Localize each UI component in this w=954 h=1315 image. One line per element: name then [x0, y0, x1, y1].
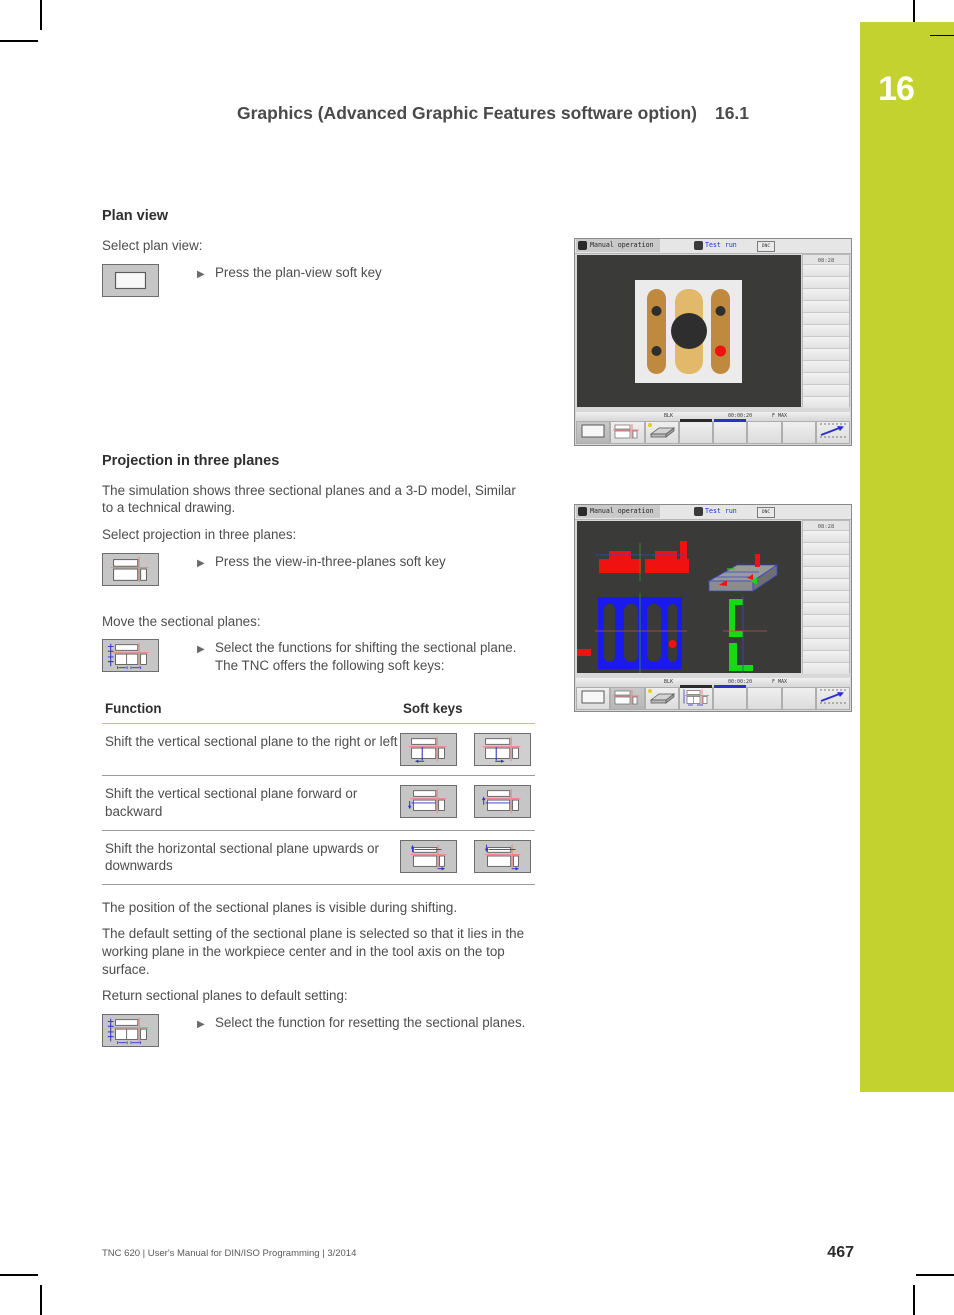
reset-sectional-planes-soft-key[interactable]: [102, 1014, 159, 1047]
view-in-three-planes-soft-key[interactable]: [102, 553, 159, 586]
tnc-softkey-next-row[interactable]: [816, 687, 850, 710]
status-slot: [803, 372, 849, 384]
tnc-mode-test-run[interactable]: [692, 505, 743, 518]
shift-vertical-plane-left-soft-key[interactable]: [400, 733, 457, 766]
status-slot: [803, 360, 849, 372]
machine-icon: [578, 241, 587, 250]
tnc-softkey-empty-4[interactable]: [782, 687, 816, 710]
dnc-status-box: DNC: [757, 507, 775, 518]
status-dot-icon: [648, 423, 652, 427]
plan-view-icon: [578, 423, 608, 443]
table-row: [102, 776, 535, 830]
softkey-cell: [400, 776, 535, 830]
tnc-softkey-empty-4[interactable]: [782, 421, 816, 444]
reset-step-text: Select the function for resetting the sectional planes.: [215, 1014, 526, 1030]
test-run-icon: [694, 507, 703, 516]
three-planes-simulation: [577, 521, 801, 673]
function-cell: Shift the horizontal sectional plane upwards or downwards: [102, 830, 400, 884]
plan-view-step-text: Press the plan-view soft key: [215, 264, 382, 280]
three-planes-key-cell: [102, 553, 197, 586]
status-slot: [803, 554, 849, 566]
tnc-softkey-three-planes[interactable]: [610, 421, 644, 444]
chapter-number: 16: [878, 70, 914, 108]
status-slot: [803, 530, 849, 542]
tnc-softkey-empty-2[interactable]: [713, 421, 747, 444]
content-column: [102, 0, 542, 1047]
note-position-visible: The position of the sectional planes is visible during shifting.: [102, 899, 458, 915]
step-arrow-icon: ▶: [197, 1018, 205, 1030]
chapter-tab-rule: [930, 35, 954, 36]
three-planes-heading: Projection in three planes: [102, 452, 280, 469]
three-planes-intro: Select projection in three planes:: [102, 527, 297, 543]
note-default-setting: The default setting of the sectional plane is selected so that it lies in the working plane in the workpiece center and in the tool axis on the top surface.: [102, 926, 525, 977]
status-slot: [803, 602, 849, 614]
move-planes-intro: Move the sectional planes:: [102, 613, 261, 629]
tnc-mode-manual-operation[interactable]: [576, 505, 660, 518]
status-slot: [803, 336, 849, 348]
plan-view-key-cell: [102, 264, 197, 297]
status-slot: [803, 264, 849, 276]
status-slot: [803, 300, 849, 312]
shift-horizontal-plane-down-soft-key[interactable]: [474, 840, 531, 873]
step-arrow-icon: ▶: [197, 557, 205, 569]
three-planes-paragraph: The simulation shows three sectional planes and a 3-D model, Similar to a technical drawing.: [102, 482, 516, 516]
status-slot: [803, 348, 849, 360]
table-header-row: [102, 701, 535, 724]
tnc-status-bar: [576, 678, 850, 687]
dnc-status-box: DNC: [757, 241, 775, 252]
tnc-softkey-next-row[interactable]: [816, 421, 850, 444]
tnc-softkey-empty-3[interactable]: [747, 421, 781, 444]
status-dot-icon: [648, 689, 652, 693]
function-cell: Shift the vertical sectional plane forward or backward: [102, 776, 400, 830]
move-sectional-planes-icon: [681, 688, 711, 709]
tnc-clock: 08:28: [817, 258, 835, 264]
crop-mark-top-left-h: [0, 40, 38, 42]
crop-mark-bottom-right-v: [913, 1285, 915, 1315]
plan-view-step: [102, 264, 542, 297]
status-slot: [803, 384, 849, 396]
tnc-softkey-empty-3[interactable]: [747, 687, 781, 710]
plan-view-simulation: [577, 255, 801, 407]
arrow-right-up-icon: [818, 423, 848, 443]
three-planes-step: [102, 553, 542, 586]
three-planes-step-text: Press the view-in-three-planes soft key: [215, 553, 446, 569]
softkey-cell: [400, 724, 535, 776]
move-sectional-planes-soft-key[interactable]: [102, 639, 159, 672]
move-planes-step: [102, 639, 542, 674]
tnc-softkey-3d-view[interactable]: [645, 687, 679, 710]
step-arrow-icon: ▶: [197, 268, 205, 280]
softkey-cell: [400, 830, 535, 884]
function-cell: Shift the vertical sectional plane to the right or left: [102, 724, 400, 776]
crop-mark-bottom-right-h: [916, 1274, 954, 1276]
crop-mark-bottom-left-h: [0, 1274, 38, 1276]
arrow-right-up-icon: [818, 689, 848, 709]
column-header-softkeys: Soft keys: [400, 701, 535, 724]
bar-dark: [680, 419, 712, 422]
three-planes-icon: [612, 689, 642, 709]
chapter-tab: [860, 22, 954, 1092]
table-row: [102, 830, 535, 884]
plan-view-icon: [578, 689, 608, 709]
move-planes-step-text: Select the functions for shifting the sectional plane. The TNC offers the following soft keys:: [215, 640, 517, 673]
shift-vertical-plane-backward-soft-key[interactable]: [474, 785, 531, 818]
status-blank-label: BLK: [664, 679, 674, 685]
tnc-softkey-empty-1[interactable]: [679, 421, 713, 444]
tnc-softkey-three-planes[interactable]: [610, 687, 644, 710]
status-feed: F MAX: [772, 413, 788, 419]
function-table: [102, 701, 535, 884]
status-time: 00:00:20: [728, 413, 753, 419]
status-blank-label: BLK: [664, 413, 674, 419]
crop-mark-top-left-v: [40, 0, 42, 30]
tnc-mode-label: Manual operation: [590, 507, 654, 515]
status-slot: [803, 638, 849, 650]
test-run-icon: [694, 241, 703, 250]
tnc-mode-label: Manual operation: [590, 241, 654, 249]
status-slot: [803, 288, 849, 300]
status-slot: [803, 650, 849, 662]
plan-view-soft-key[interactable]: [102, 264, 159, 297]
tnc-mode-manual-operation[interactable]: [576, 239, 660, 252]
tnc-graphics-canvas: [577, 255, 801, 407]
status-slot: [803, 566, 849, 578]
page-number: 467: [827, 1244, 854, 1261]
tnc-mode-test-run[interactable]: [692, 239, 743, 252]
shift-vertical-plane-forward-soft-key[interactable]: [400, 785, 457, 818]
tnc-softkey-empty-2[interactable]: [713, 687, 747, 710]
status-slot: [803, 312, 849, 324]
tnc-graphics-canvas: [577, 521, 801, 673]
tnc-softkey-plan-view[interactable]: [576, 687, 610, 710]
tnc-mode2-label: Test run: [705, 507, 737, 515]
reset-intro: Return sectional planes to default setting:: [102, 988, 348, 1004]
bar-blue: [714, 685, 746, 688]
tnc-softkey-move-planes[interactable]: [679, 687, 713, 710]
tnc-status-bar: [576, 412, 850, 421]
status-slot: [803, 396, 849, 408]
tnc-softkey-plan-view[interactable]: [576, 421, 610, 444]
status-slot: [803, 578, 849, 590]
tnc-softkey-row: [576, 687, 850, 710]
status-slot: [803, 662, 849, 674]
reset-planes-key-cell: [102, 1014, 197, 1047]
three-planes-icon: [612, 423, 642, 443]
shift-vertical-plane-right-soft-key[interactable]: [474, 733, 531, 766]
status-slot: [803, 542, 849, 554]
running-header-section: 16.1: [714, 103, 750, 123]
move-planes-key-cell: [102, 639, 197, 672]
running-header-title: Graphics (Advanced Graphic Features software option): [237, 103, 697, 123]
plan-view-intro: Select plan view:: [102, 238, 203, 254]
status-feed: F MAX: [772, 679, 788, 685]
status-slot: [803, 590, 849, 602]
status-time: 00:00:20: [728, 679, 753, 685]
table-row: [102, 724, 535, 776]
tnc-softkey-row: [576, 421, 850, 444]
tnc-softkey-3d-view[interactable]: [645, 421, 679, 444]
status-slot: [803, 626, 849, 638]
tnc-screenshot-plan-view: [574, 238, 852, 446]
crop-mark-bottom-left-v: [40, 1285, 42, 1315]
status-slot: [803, 276, 849, 288]
step-arrow-icon: ▶: [197, 644, 205, 656]
status-slot: [803, 324, 849, 336]
machine-icon: [578, 507, 587, 516]
column-header-function: Function: [102, 701, 400, 724]
bar-blue: [714, 419, 746, 422]
tnc-right-status-panel: [802, 254, 850, 407]
plan-view-heading: Plan view: [102, 208, 169, 224]
tnc-right-status-panel: [802, 520, 850, 673]
shift-horizontal-plane-up-soft-key[interactable]: [400, 840, 457, 873]
status-slot: [803, 614, 849, 626]
footer-text: TNC 620 | User's Manual for DIN/ISO Programming | 3/2014: [102, 1248, 357, 1259]
reset-planes-step: [102, 1014, 542, 1047]
tnc-clock: 08:28: [817, 524, 835, 530]
tnc-mode2-label: Test run: [705, 241, 737, 249]
tnc-screenshot-three-planes: [574, 504, 852, 712]
